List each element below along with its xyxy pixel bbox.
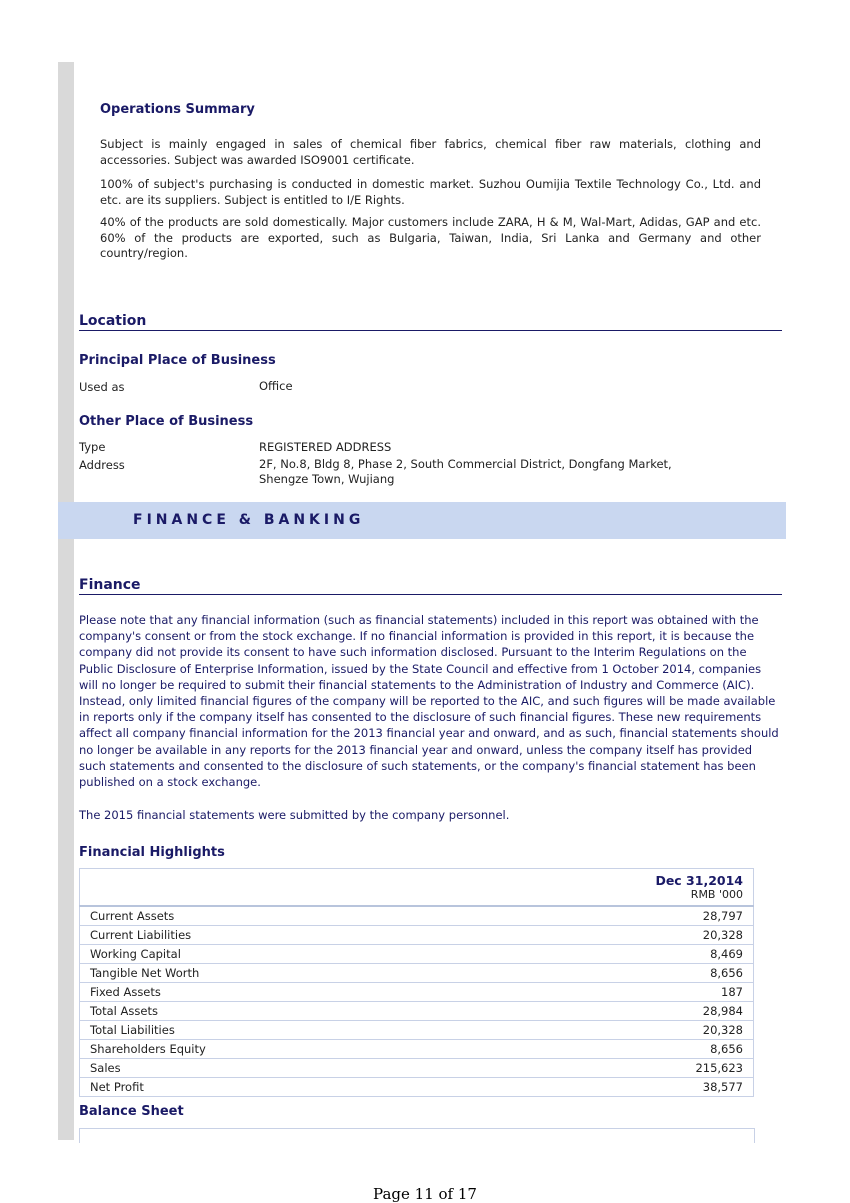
table-row — [80, 1002, 754, 1021]
banner-title: FINANCE & BANKING — [133, 512, 365, 528]
principal-place-heading: Principal Place of Business — [79, 353, 276, 368]
period-unit: RMB '000 — [690, 888, 743, 901]
financial-highlights-heading: Financial Highlights — [79, 845, 225, 860]
row-value: 20,328 — [455, 926, 753, 945]
address-label: Address — [79, 458, 125, 472]
finance-divider — [79, 594, 782, 595]
header-label-cell — [80, 869, 456, 907]
table-row — [80, 906, 754, 926]
row-value: 187 — [455, 983, 753, 1002]
row-label: Total Assets — [80, 1002, 456, 1021]
financial-highlights-table — [79, 868, 754, 1097]
operations-paragraph-3: 40% of the products are sold domestically. Major customers include ZARA, H & M, Wal-Mart, Adidas, GAP and etc. 60% of the products are exported, such as Bulgaria, Taiwan, India, Sri Lanka and Germany and other country/region. — [100, 215, 761, 260]
operations-paragraph-1: Subject is mainly engaged in sales of chemical fiber fabrics, chemical fiber raw materials, clothing and accessories. Subject was awarded ISO9001 certificate. — [100, 137, 761, 167]
address-value: 2F, No.8, Bldg 8, Phase 2, South Commercial District, Dongfang Market, Shengze Town, Wujiang — [259, 457, 672, 486]
table-row — [80, 926, 754, 945]
row-label: Total Liabilities — [80, 1021, 456, 1040]
row-label: Current Assets — [80, 906, 456, 926]
row-label: Shareholders Equity — [80, 1040, 456, 1059]
row-value: 20,328 — [455, 1021, 753, 1040]
table-row — [80, 1021, 754, 1040]
row-label: Net Profit — [80, 1078, 456, 1097]
type-value: REGISTERED ADDRESS — [259, 440, 392, 454]
balance-sheet-table — [79, 1128, 755, 1143]
location-divider — [79, 330, 782, 331]
finance-banking-banner — [58, 502, 786, 539]
row-label: Working Capital — [80, 945, 456, 964]
finance-disclosure-note: Please note that any financial information (such as financial statements) included in this report was obtained with the company's consent or from the stock exchange. If no financial information is provided in this report, it is because the company did not provide its consent to have such information disclosed. Pursuant to the Interim Regulations on the Public Disclosure of Enterprise Information, issued by the State Council and effective from 1 October 2014, companies will no longer be required to submit their financial statements to the Administration of Industry and Commerce (AIC). Instead, only limited financial figures of the company will be reported to the AIC, and such figures will be made available in reports only if the company itself has consented to the disclosure of such financial figures. These new requirements affect all company financial information for the 2013 financial year and onward, and as such, financial statements should no longer be available in any reports for the 2013 financial year and onward, unless the company itself has provided such statements and consented to the disclosure of such statements, or the company's financial statement has been published on a stock exchange. — [79, 613, 779, 790]
used-as-label: Used as — [79, 380, 125, 394]
row-value: 28,984 — [455, 1002, 753, 1021]
table-row — [80, 1059, 754, 1078]
operations-paragraph-2: 100% of subject's purchasing is conducted in domestic market. Suzhou Oumijia Textile Technology Co., Ltd. and etc. are its suppliers. Subject is entitled to I/E Rights. — [100, 177, 761, 207]
table-row — [80, 1040, 754, 1059]
type-label: Type — [79, 440, 106, 454]
used-as-value: Office — [259, 379, 293, 393]
finance-submitted-note: The 2015 financial statements were submitted by the company personnel. — [79, 808, 510, 822]
other-place-heading: Other Place of Business — [79, 414, 254, 429]
finance-heading: Finance — [79, 577, 141, 593]
table-header-row — [80, 869, 754, 907]
table-row — [80, 983, 754, 1002]
row-value: 28,797 — [455, 906, 753, 926]
header-period-cell — [455, 869, 753, 907]
table-row — [80, 945, 754, 964]
row-label: Sales — [80, 1059, 456, 1078]
row-value: 8,656 — [455, 964, 753, 983]
row-value: 38,577 — [455, 1078, 753, 1097]
table-row — [80, 1078, 754, 1097]
operations-summary-heading: Operations Summary — [100, 102, 255, 117]
row-label: Tangible Net Worth — [80, 964, 456, 983]
balance-sheet-heading: Balance Sheet — [79, 1104, 184, 1119]
row-value: 215,623 — [455, 1059, 753, 1078]
location-heading: Location — [79, 313, 147, 329]
table-row — [80, 964, 754, 983]
left-margin-bar — [58, 62, 74, 1140]
row-value: 8,656 — [455, 1040, 753, 1059]
row-value: 8,469 — [455, 945, 753, 964]
row-label: Current Liabilities — [80, 926, 456, 945]
row-label: Fixed Assets — [80, 983, 456, 1002]
period-date: Dec 31,2014 — [655, 873, 743, 888]
page-number: Page 11 of 17 — [373, 1185, 477, 1203]
